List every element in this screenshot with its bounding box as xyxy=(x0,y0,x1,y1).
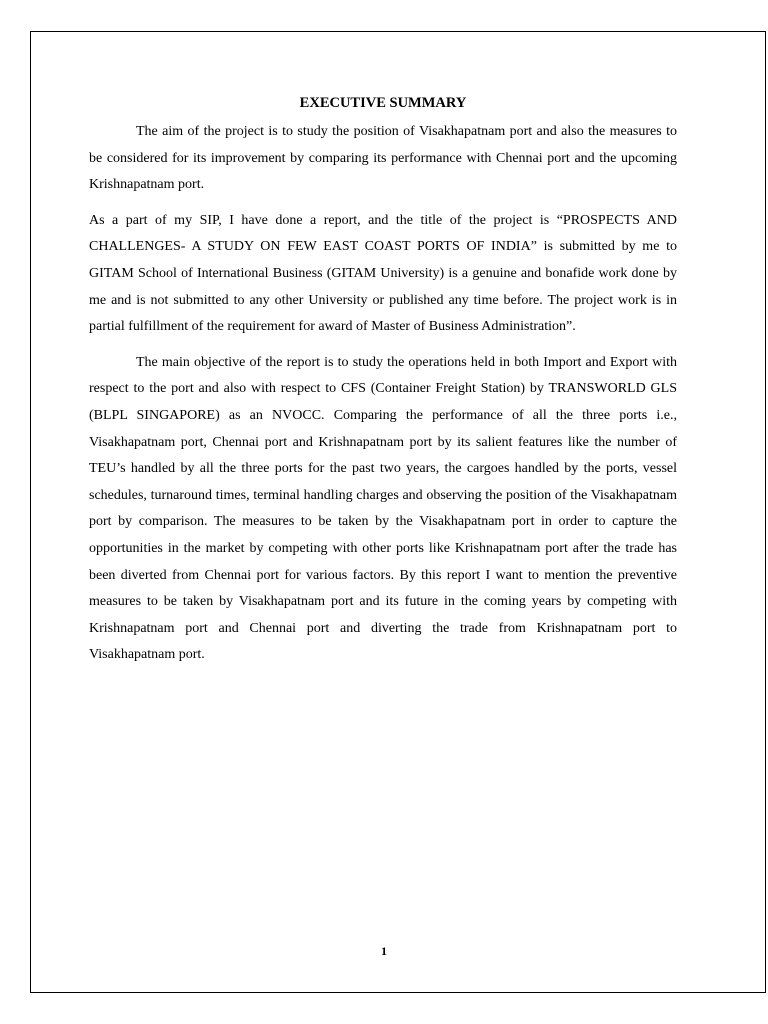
page-number: 1 xyxy=(381,944,387,958)
document-body xyxy=(89,93,677,678)
paragraph-aim: The aim of the project is to study the position of Visakhapatnam port and also the measures to be considered for its improvement by comparing its performance with Chennai port and the upcoming Krishnapatnam port. xyxy=(89,124,677,193)
page-title: EXECUTIVE SUMMARY xyxy=(299,95,467,111)
paragraph-sip-report: As a part of my SIP, I have done a report, and the title of the project is “PROSPECTS AND CHALLENGES- A STUDY ON FEW EAST COAST PORTS OF INDIA” is submitted by me to GITAM School of International Business (GITAM University) is a genuine and bonafide work done by me and is not submitted to any other University or published any time before. The project work is in partial fulfillment of the requirement for award of Master of Business Administration”. xyxy=(89,212,677,335)
paragraph-main-objective: The main objective of the report is to study the operations held in both Import and Export with respect to the port and also with respect to CFS (Container Freight Station) by TRANSWORLD GLS (BLPL SINGAPORE) as an NVOCC. Comparing the performance of all the three ports i.e., Visakhapatnam port, Chennai port and Krishnapatnam port by its salient features like the number of TEU’s handled by all the three ports for the past two years, the cargoes handled by the ports, vessel schedules, turnaround times, terminal handling charges and observing the position of the Visakhapatnam port by comparison. The measures to be taken by the Visakhapatnam port in order to capture the opportunities in the market by competing with other ports like Krishnapatnam port after the trade has been diverted from Chennai port for various factors. By this report I want to mention the preventive measures to be taken by Visakhapatnam port and its future in the coming years by competing with Krishnapatnam port and Chennai port and diverting the trade from Krishnapatnam port to Visakhapatnam port. xyxy=(89,354,677,663)
